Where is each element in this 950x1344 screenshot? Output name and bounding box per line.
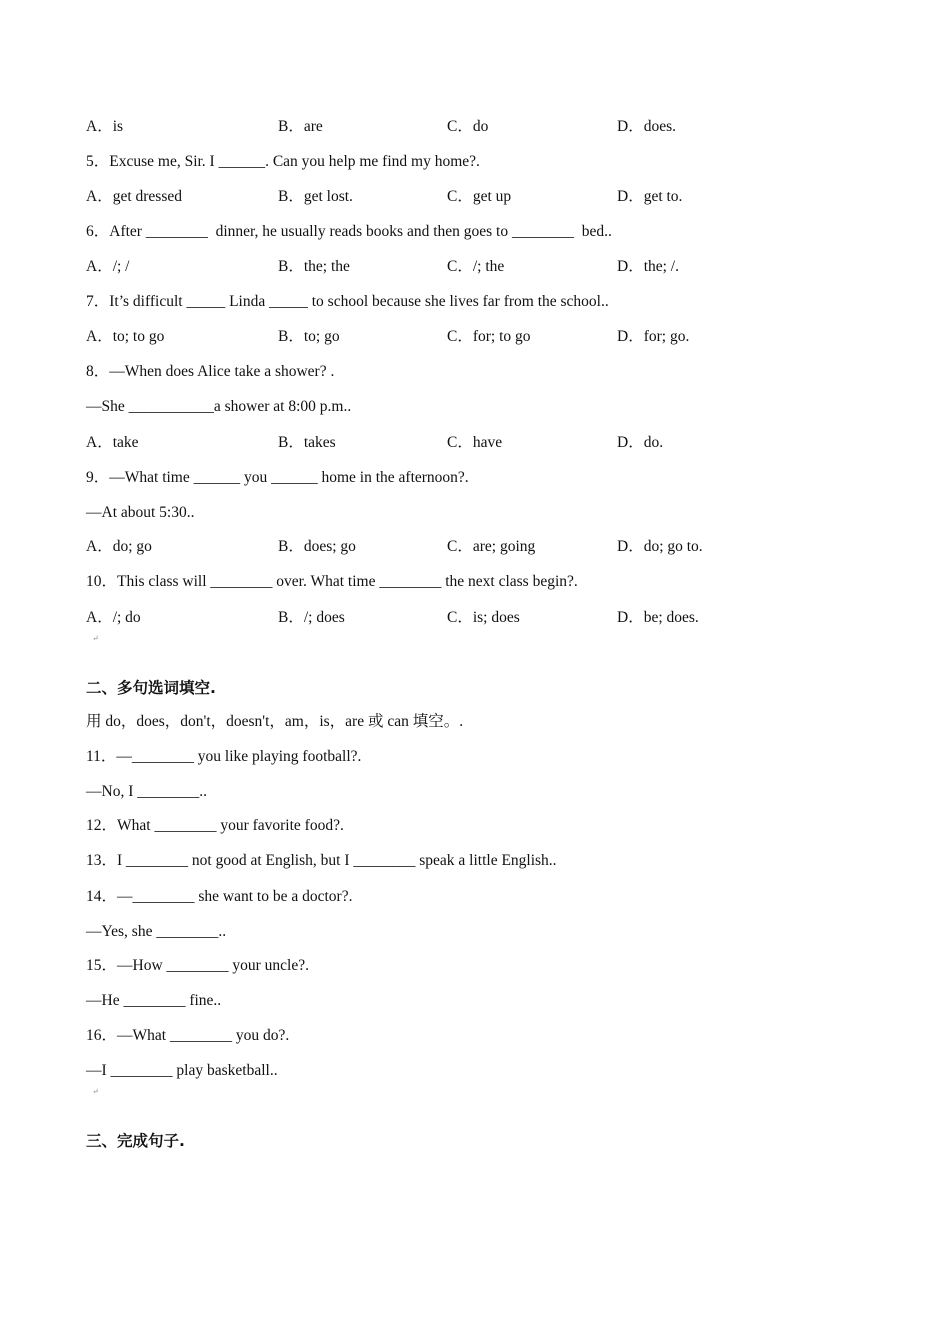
q7-option-b[interactable]: B．to; go (278, 328, 340, 345)
q8-option-d[interactable]: D．do. (617, 434, 664, 451)
q6-option-c[interactable]: C．/; the (447, 258, 505, 275)
paragraph-mark: ↵ (92, 634, 99, 643)
q4-option-c[interactable]: C．do (447, 118, 489, 135)
q9-options (86, 537, 786, 557)
q7-option-c[interactable]: C．for; to go (447, 328, 531, 345)
q8-answer-line: —She ___________a shower at 8:00 p.m.. (86, 398, 352, 415)
q6-option-a[interactable]: A．/; / (86, 258, 130, 275)
q6-option-d[interactable]: D．the; /. (617, 258, 679, 275)
q13-question: 13．I ________ not good at English, but I ________ speak a little English.. (86, 852, 557, 869)
q5-option-d[interactable]: D．get to. (617, 188, 683, 205)
q11-question: 11．—________ you like playing football?. (86, 748, 362, 765)
q4-option-a[interactable]: A．is (86, 118, 124, 135)
q15-answer-line: —He ________ fine.. (86, 992, 222, 1009)
q10-option-b[interactable]: B．/; does (278, 609, 345, 626)
q4-options (86, 117, 786, 137)
q12-question: 12．What ________ your favorite food?. (86, 817, 344, 834)
q7-option-a[interactable]: A．to; to go (86, 328, 165, 345)
q4-option-d[interactable]: D．does. (617, 118, 676, 135)
paragraph-mark-2: ↵ (92, 1087, 99, 1096)
section-2-instruction: 用 do，does，don't，doesn't，am，is，are 或 can 填空。. (86, 713, 464, 730)
q5-question: 5．Excuse me, Sir. I ______. Can you help me find my home?. (86, 153, 480, 170)
q10-options (86, 608, 786, 628)
q5-options (86, 187, 786, 207)
q8-option-c[interactable]: C．have (447, 434, 503, 451)
q14-answer-line: —Yes, she ________.. (86, 923, 227, 940)
q9-option-b[interactable]: B．does; go (278, 538, 356, 555)
q8-option-b[interactable]: B．takes (278, 434, 336, 451)
q5-option-c[interactable]: C．get up (447, 188, 512, 205)
q9-answer-line: —At about 5:30.. (86, 504, 195, 521)
q15-question: 15．—How ________ your uncle?. (86, 957, 309, 974)
section-3-heading: 三、完成句子. (86, 1132, 185, 1150)
q9-option-c[interactable]: C．are; going (447, 538, 536, 555)
q7-question: 7．It’s difficult _____ Linda _____ to school because she lives far from the school.. (86, 293, 609, 310)
q9-option-a[interactable]: A．do; go (86, 538, 152, 555)
section-2-heading: 二、多句选词填空. (86, 679, 216, 697)
q6-question: 6．After ________ dinner, he usually reads books and then goes to ________ bed.. (86, 223, 612, 240)
q4-option-b[interactable]: B．are (278, 118, 323, 135)
q8-option-a[interactable]: A．take (86, 434, 139, 451)
q9-question: 9．—What time ______ you ______ home in the afternoon?. (86, 469, 469, 486)
q16-answer-line: —I ________ play basketball.. (86, 1062, 278, 1079)
q6-option-b[interactable]: B．the; the (278, 258, 350, 275)
q5-option-a[interactable]: A．get dressed (86, 188, 182, 205)
q5-option-b[interactable]: B．get lost. (278, 188, 353, 205)
q10-option-d[interactable]: D．be; does. (617, 609, 699, 626)
q9-option-d[interactable]: D．do; go to. (617, 538, 703, 555)
q10-option-c[interactable]: C．is; does (447, 609, 520, 626)
q16-question: 16．—What ________ you do?. (86, 1027, 290, 1044)
q10-question: 10．This class will ________ over. What time ________ the next class begin?. (86, 573, 578, 590)
q14-question: 14．—________ she want to be a doctor?. (86, 888, 353, 905)
q7-option-d[interactable]: D．for; go. (617, 328, 690, 345)
q10-option-a[interactable]: A．/; do (86, 609, 141, 626)
q8-options (86, 433, 786, 453)
q7-options (86, 327, 786, 347)
q6-options (86, 257, 786, 277)
q11-answer-line: —No, I ________.. (86, 783, 207, 800)
q8-question: 8．—When does Alice take a shower? . (86, 363, 335, 380)
